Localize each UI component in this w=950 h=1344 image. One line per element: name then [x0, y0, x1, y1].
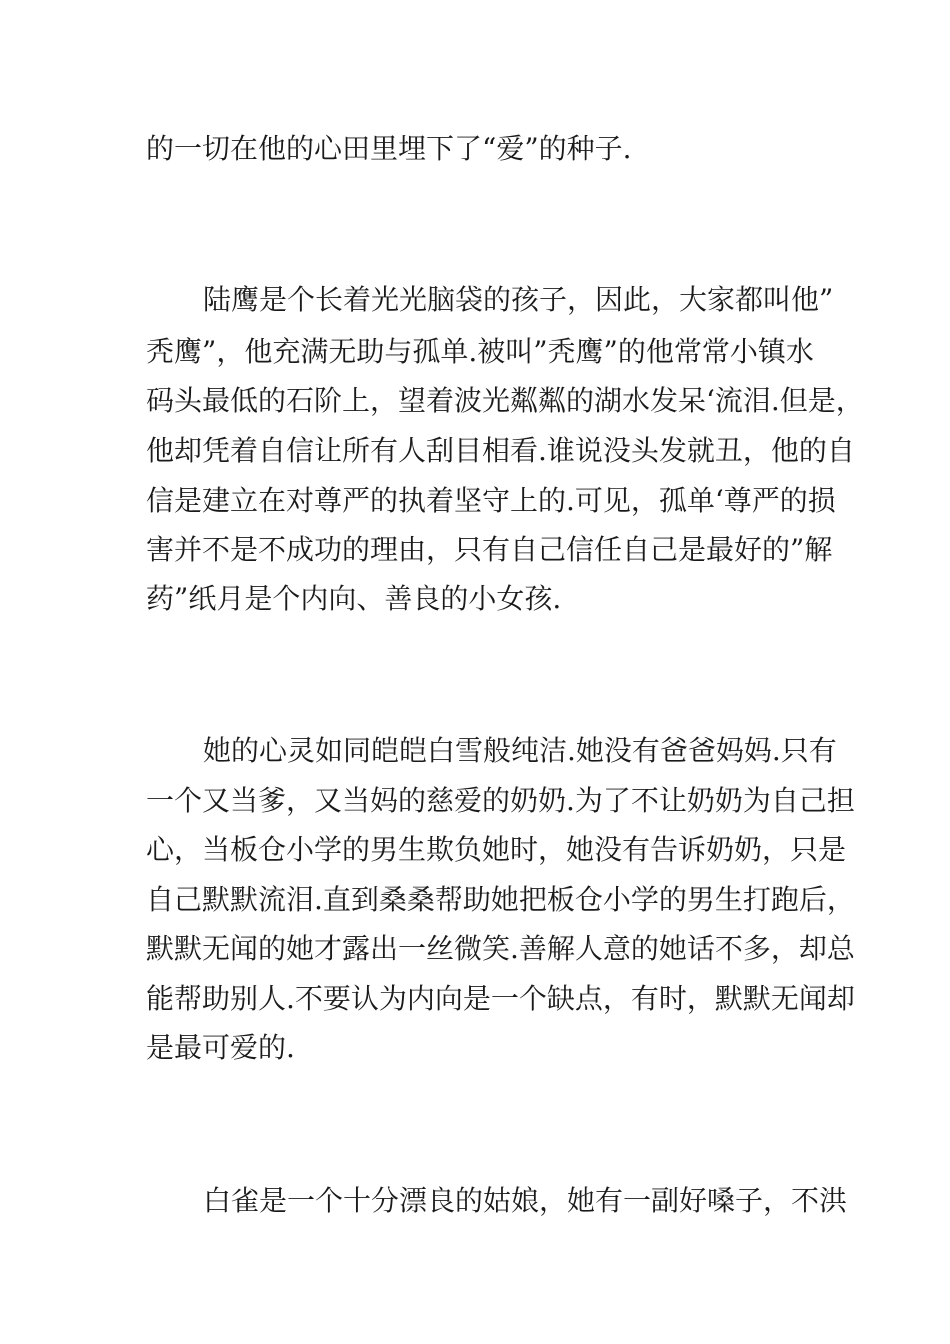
paragraph-3-line-5: 默默无闻的她才露出一丝微笑.善解人意的她话不多，却总	[146, 932, 855, 965]
paragraph-2-line-4: 他却凭着自信让所有人刮目相看.谁说没头发就丑，他的自	[146, 434, 855, 467]
paragraph-3-line-4: 自己默默流泪.直到桑桑帮助她把板仓小学的男生打跑后，	[146, 883, 855, 916]
paragraph-2-line-2: 秃鹰”，他充满无助与孤单.被叫”秃鹰”的他常常小镇水	[146, 335, 814, 368]
paragraph-3-line-3: 心，当板仓小学的男生欺负她时，她没有告诉奶奶，只是	[146, 833, 847, 866]
paragraph-3-line-7: 是最可爱的.	[146, 1031, 295, 1064]
paragraph-2-line-6: 害并不是不成功的理由，只有自己信任自己是最好的”解	[146, 533, 833, 566]
paragraph-2-line-3: 码头最低的石阶上，望着波光粼粼的湖水发呆‘流泪.但是，	[146, 384, 864, 417]
paragraph-3-line-2: 一个又当爹，又当妈的慈爱的奶奶.为了不让奶奶为自己担	[146, 784, 855, 817]
paragraph-2-line-7: 药”纸月是个内向、善良的小女孩.	[146, 582, 562, 615]
paragraph-3-line-6: 能帮助别人.不要认为内向是一个缺点，有时，默默无闻却	[146, 982, 855, 1015]
paragraph-4-line-1: 白雀是一个十分漂良的姑娘，她有一副好嗓子，不洪	[203, 1184, 848, 1217]
paragraph-2-line-1: 陆鹰是个长着光光脑袋的孩子，因此，大家都叫他”	[203, 283, 834, 316]
paragraph-2-line-5: 信是建立在对尊严的执着坚守上的.可见，孤单‘尊严的损	[146, 484, 836, 517]
paragraph-1-line-1: 的一切在他的心田里埋下了“爱”的种子.	[146, 132, 632, 165]
paragraph-3-line-1: 她的心灵如同皑皑白雪般纯洁.她没有爸爸妈妈.只有	[203, 734, 837, 767]
